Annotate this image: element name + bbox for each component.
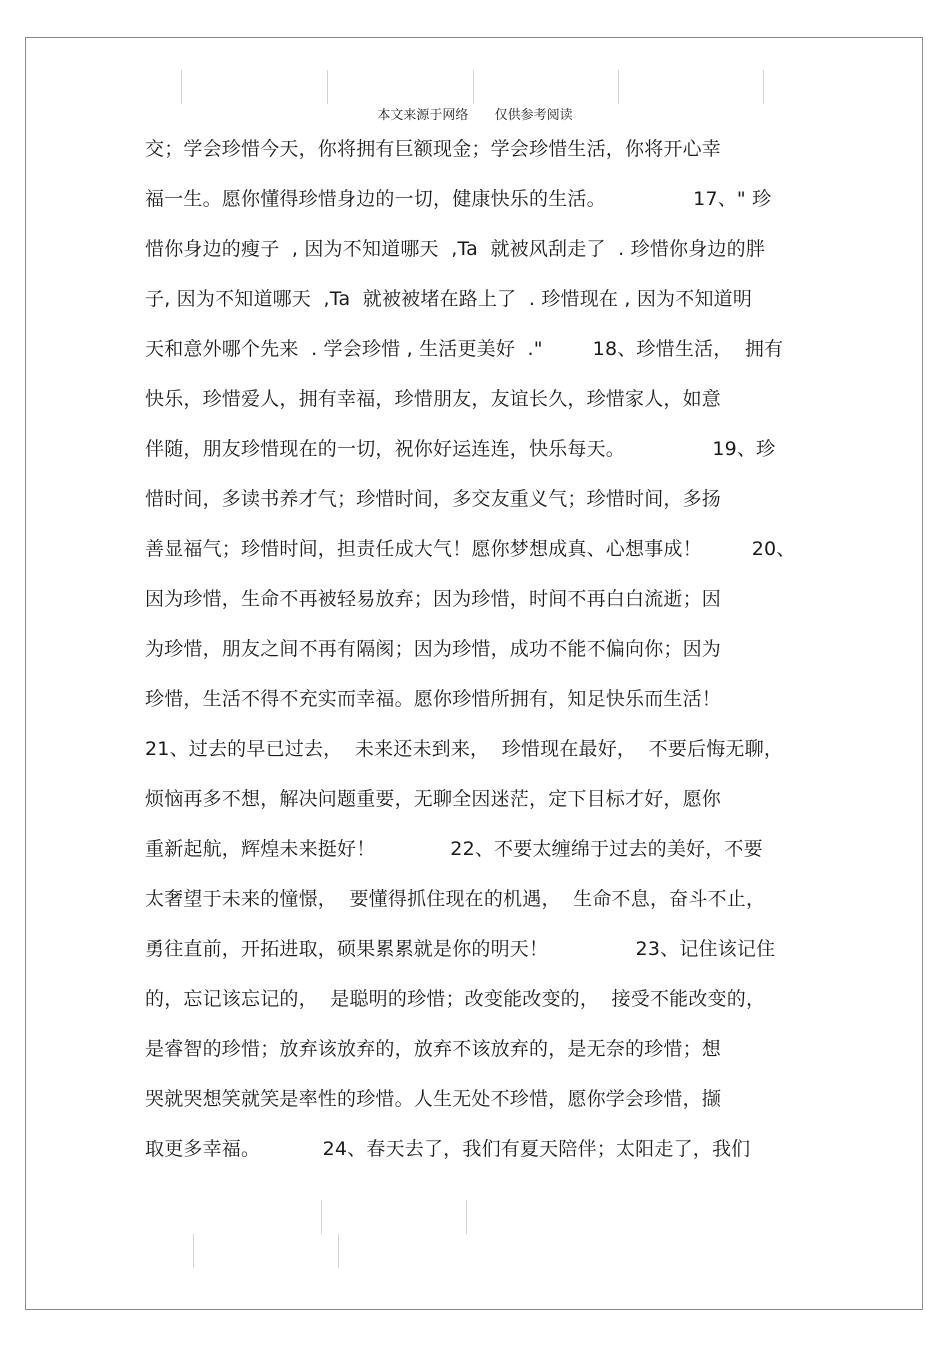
text-line: 交；学会珍惜今天，你将拥有巨额现金；学会珍惜生活，你将开心幸: [145, 138, 722, 160]
text-line: 惜时间，多读书养才气；珍惜时间，多交友重义气；珍惜时间，多扬: [145, 488, 722, 510]
text-line: 珍惜，生活不得不充实而幸福。愿你珍惜所拥有，知足快乐而生活！: [145, 688, 722, 710]
guide-line: [466, 1200, 467, 1234]
text-line: 善显福气；珍惜时间，担责任成大气！愿你梦想成真、心想事成！ 20、: [145, 538, 796, 560]
text-line: 子, 因为不知道哪天 ,Ta 就被被堵在路上了 . 珍惜现在 , 因为不知道明: [145, 288, 753, 310]
guide-line: [473, 70, 474, 104]
guide-line: [618, 70, 619, 104]
text-line: 伴随，朋友珍惜现在的一切，祝你好运连连，快乐每天。 19、珍: [145, 438, 776, 460]
text-line: 快乐，珍惜爱人，拥有幸福，珍惜朋友，友谊长久，珍惜家人，如意: [145, 388, 722, 410]
guide-line: [763, 70, 764, 104]
text-line: 福一生。愿你懂得珍惜身边的一切，健康快乐的生活。 17、" 珍: [145, 188, 772, 210]
guide-line: [338, 1234, 339, 1268]
text-line: 的，忘记该忘记的， 是聪明的珍惜；改变能改变的， 接受不能改变的，: [145, 988, 766, 1010]
text-line: 天和意外哪个先来 . 学会珍惜 , 生活更美好 ." 18、珍惜生活， 拥有: [145, 338, 784, 360]
text-line: 21、过去的早已过去， 未来还未到来， 珍惜现在最好， 不要后悔无聊，: [145, 738, 784, 760]
header-source-note: 本文来源于网络: [377, 108, 469, 123]
text-line: 取更多幸福。 24、春天去了，我们有夏天陪伴；太阳走了，我们: [145, 1138, 751, 1160]
guide-line: [193, 1234, 194, 1268]
text-line: 是睿智的珍惜；放弃该放弃的，放弃不该放弃的，是无奈的珍惜；想: [145, 1038, 722, 1060]
text-line: 重新起航，辉煌未来挺好！ 22、不要太缠绵于过去的美好，不要: [145, 838, 763, 860]
text-line: 惜你身边的瘦子 , 因为不知道哪天 ,Ta 就被风刮走了 . 珍惜你身边的胖: [145, 238, 766, 260]
text-line: 勇往直前，开拓进取，硕果累累就是你的明天！ 23、记住该记住: [145, 938, 776, 960]
text-line: 哭就哭想笑就笑是率性的珍惜。人生无处不珍惜，愿你学会珍惜，撷: [145, 1088, 722, 1110]
guide-line: [327, 70, 328, 104]
text-line: 烦恼再多不想，解决问题重要，无聊全因迷茫，定下目标才好，愿你: [145, 788, 722, 810]
text-line: 为珍惜，朋友之间不再有隔阂；因为珍惜，成功不能不偏向你；因为: [145, 638, 722, 660]
page-header: [0, 104, 950, 123]
guide-line: [321, 1200, 322, 1234]
body-text: [145, 124, 825, 1174]
header-reference-note: 仅供参考阅读: [494, 108, 573, 123]
text-line: 太奢望于未来的憧憬， 要懂得抓住现在的机遇， 生命不息，奋斗不止，: [145, 888, 766, 910]
text-line: 因为珍惜，生命不再被轻易放弃；因为珍惜，时间不再白白流逝；因: [145, 588, 722, 610]
guide-line: [181, 70, 182, 104]
